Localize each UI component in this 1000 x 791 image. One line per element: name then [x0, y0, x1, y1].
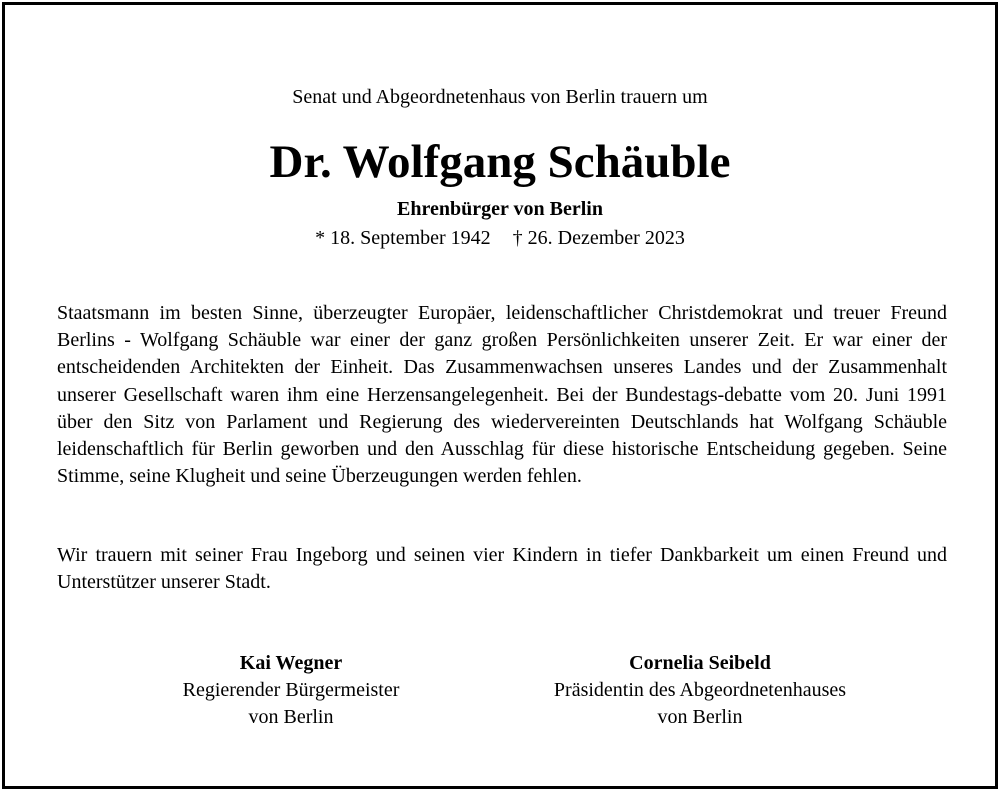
condolence-paragraph: Wir trauern mit seiner Frau Ingeborg und seinen vier Kindern in tiefer Dankbarkeit um einen Freund und Unterstützer unserer Stadt. [57, 544, 947, 594]
intro-line: Senat und Abgeordnetenhaus von Berlin trauern um [292, 86, 708, 108]
deceased-name: Dr. Wolfgang Schäuble [269, 136, 731, 188]
obituary-notice [2, 2, 998, 789]
tribute-paragraph: Staatsmann im besten Sinne, überzeugter Europäer, leidenschaftlicher Christdemokrat und treuer Freund Berlins - Wolfgang Schäuble war einer der ganz großen Persönlichkeiten unserer Zeit. Er war einer der entscheidenden Architekten der Einheit. Das Zusammenwachsen unseres Landes und der Zusammenhalt unserer Gesellschaft waren ihm eine Herzensangelegenheit. Bei der Bundestags-debatte vom 20. Juni 1991 über den Sitz von Parlament und Regierung des wiedervereinten Deutschlands hat Wolfgang Schäuble leidenschaftlich für Berlin geworben und den Ausschlag für diese historische Entscheidung gegeben. Seine Stimme, seine Klugheit und seine Überzeugungen werden fehlen. [57, 302, 947, 488]
signer-right [500, 650, 900, 731]
signer-organization: von Berlin [657, 706, 743, 728]
birth-date: * 18. September 1942 [315, 227, 491, 249]
signer-name: Kai Wegner [239, 652, 343, 674]
signer-organization: von Berlin [248, 706, 334, 728]
honorary-title: Ehrenbürger von Berlin [397, 198, 603, 220]
signer-left [141, 650, 441, 731]
death-date: † 26. Dezember 2023 [512, 227, 685, 249]
signer-role: Präsidentin des Abgeordnetenhauses [553, 679, 847, 701]
signer-name: Cornelia Seibeld [629, 652, 771, 674]
signer-role: Regierender Bürgermeister [182, 679, 400, 701]
life-dates [5, 224, 995, 252]
